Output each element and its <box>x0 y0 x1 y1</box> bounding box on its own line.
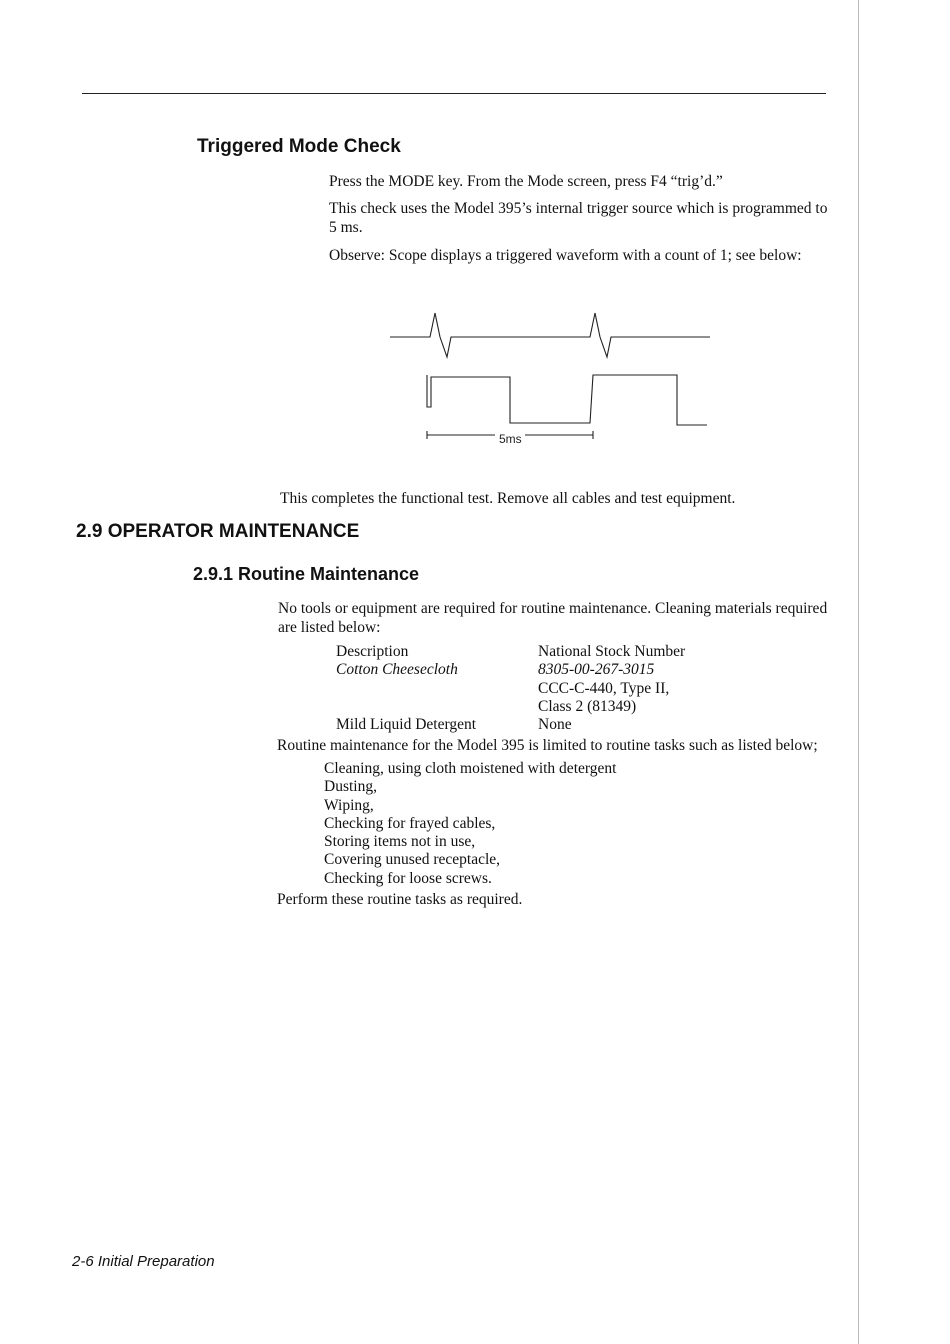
pulse-trace <box>390 313 710 357</box>
table-cell-item1-desc: Cotton Cheesecloth <box>336 661 458 678</box>
instruction-trigger-source: This check uses the Model 395’s internal trigger source which is programmed to 5 ms. <box>329 200 828 236</box>
table-header-nsn: National Stock Number <box>538 643 686 660</box>
list-item: Cleaning, using cloth moistened with detergent <box>324 760 617 777</box>
routine-tasks-closing: Perform these routine tasks as required. <box>277 891 523 908</box>
section-heading-operator-maintenance: 2.9 OPERATOR MAINTENANCE <box>76 521 360 542</box>
routine-task-list <box>324 760 616 888</box>
list-item: Storing items not in use, <box>324 833 476 851</box>
page-edge <box>858 0 859 1344</box>
list-item: Dusting, <box>324 778 377 796</box>
instruction-mode-key: Press the MODE key. From the Mode screen, press F4 “trig’d.” <box>329 173 723 190</box>
page-footer: 2-6 Initial Preparation <box>72 1253 215 1270</box>
triggered-mode-heading: Triggered Mode Check <box>197 136 401 157</box>
table-cell-item1-spec2: Class 2 (81349) <box>538 698 637 715</box>
list-item: Checking for frayed cables, <box>324 814 496 832</box>
functional-test-complete: This completes the functional test. Remove all cables and test equipment. <box>280 490 736 507</box>
top-rule <box>82 93 826 94</box>
table-cell-item2-nsn: None <box>538 716 572 733</box>
instruction-observe: Observe: Scope displays a triggered waveform with a count of 1; see below: <box>329 247 802 264</box>
list-item: Checking for loose screws. <box>324 869 492 887</box>
routine-tasks-intro: Routine maintenance for the Model 395 is limited to routine tasks such as listed below; <box>277 737 818 754</box>
table-cell-item1-spec1: CCC-C-440, Type II, <box>538 680 670 697</box>
list-item: Covering unused receptacle, <box>324 851 501 869</box>
subsection-heading-routine-maintenance: 2.9.1 Routine Maintenance <box>193 564 420 584</box>
table-header-description: Description <box>336 643 409 660</box>
square-wave-trace <box>427 375 707 425</box>
triggered-waveform-diagram <box>385 305 715 450</box>
routine-maintenance-intro: No tools or equipment are required for routine maintenance. Cleaning materials required are listed below: <box>278 600 828 636</box>
table-cell-item2-desc: Mild Liquid Detergent <box>336 716 477 733</box>
scale-label: 5ms <box>499 432 522 446</box>
list-item: Wiping, <box>324 796 374 814</box>
table-cell-item1-nsn: 8305-00-267-3015 <box>538 661 655 678</box>
